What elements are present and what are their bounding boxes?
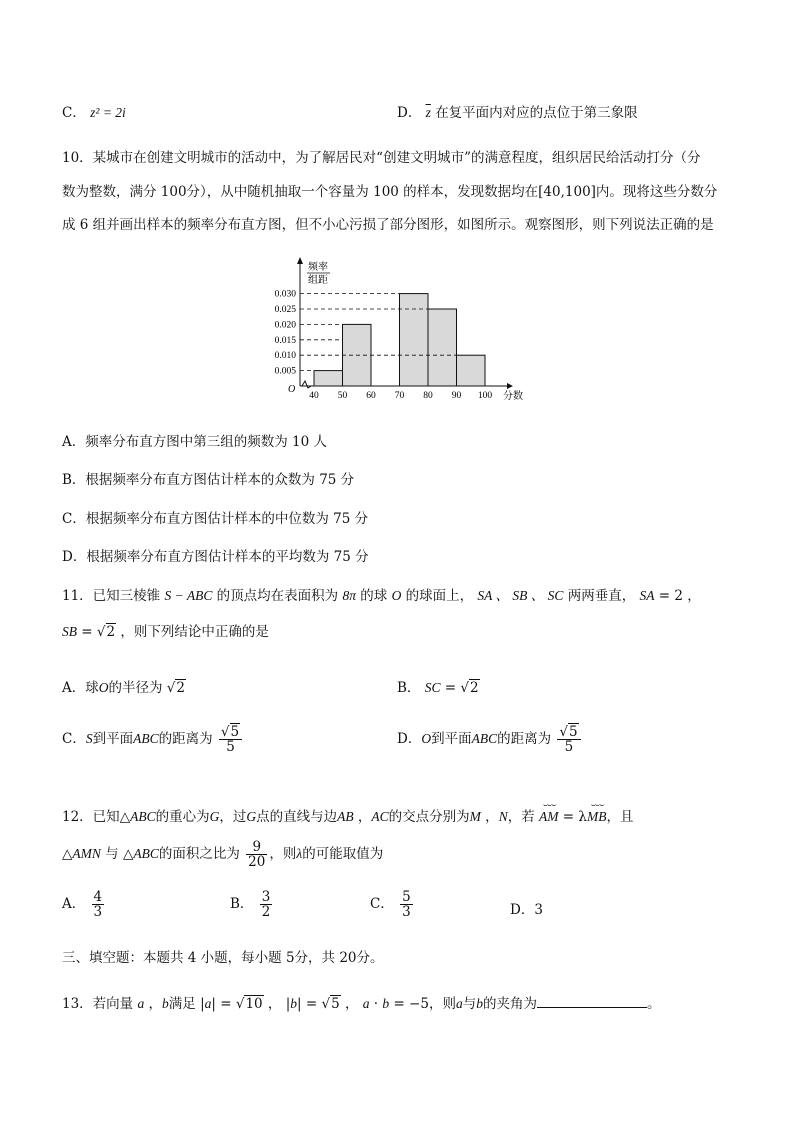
x-tick-label: 70 bbox=[394, 391, 405, 401]
q12-opt-a-den: 3 bbox=[93, 904, 103, 921]
q11-opt-b-rad: 2 bbox=[470, 680, 479, 696]
q13-dot: = −5 bbox=[393, 996, 429, 1012]
q11-line2-suffix: ，则下列结论中正确的是 bbox=[120, 624, 269, 640]
q10-option-b: B．根据频率分布直方图估计样本的众数为 75 分 bbox=[62, 472, 355, 488]
q12-option-c bbox=[370, 890, 415, 919]
q11-opt-c-den: 5 bbox=[226, 739, 235, 756]
q9-option-c bbox=[62, 101, 126, 121]
q10-line-2: 数为整数，满分 100分），从中随机抽取一个容量为 100 的样本，发现数据均在[40,100]内。现将这些分数分 bbox=[62, 184, 718, 200]
q12-opt-a-num: 4 bbox=[93, 889, 103, 905]
sqrt-symbol: √2 bbox=[166, 680, 185, 696]
origin-label: O bbox=[288, 384, 296, 395]
q11-sb-rad: 2 bbox=[106, 624, 116, 640]
q11-opt-d-frac: $\frac{√5}{5}$ bbox=[557, 725, 580, 754]
q12-prefix: 12．已知 bbox=[62, 809, 120, 825]
q11-option-c: C．S到平面ABC的距离为 $\frac{√5}{5}$ bbox=[62, 725, 244, 754]
q12-option-a bbox=[62, 890, 106, 919]
sqrt-symbol: √2 bbox=[96, 624, 116, 640]
q12-opt-c-frac bbox=[400, 890, 413, 919]
x-axis-arrow bbox=[507, 383, 513, 389]
q9-option-d bbox=[397, 101, 638, 121]
q9-option-d-label: D． bbox=[397, 105, 422, 121]
q11-line-1: 11．已知三棱锥 S − ABC 的顶点均在表面积为 8π 的球 O 的球面上， SA 、 SB 、 SC 两两垂直， SA = 2 ， bbox=[62, 588, 701, 604]
q12-opt-a-frac bbox=[92, 890, 105, 919]
q13-t1: 满足 bbox=[168, 996, 196, 1012]
q12-opt-c-num: 5 bbox=[402, 889, 411, 905]
q11-option-a: A．球O的半径为 √2 bbox=[62, 680, 185, 696]
q12-t1: 的重心为 bbox=[155, 809, 210, 825]
q13-with: ，则 bbox=[428, 996, 456, 1012]
y-label-numerator: 频率 bbox=[308, 262, 328, 273]
q12-t7: 的面积之比为 bbox=[158, 846, 240, 863]
q12-line-1: 12．已知△ABC的重心为G，过G点的直线与边AB ，AC的交点分别为M ，N，若 ⌣⌣⌣ AM = λ ⌣⌣⌣ MB，且 bbox=[62, 800, 634, 825]
q10-line-3: 成 6 组并画出样本的频率分布直方图，但不小心污损了部分图形，如图所示。观察图形，则下列说法正确的是 bbox=[62, 217, 714, 233]
q11-area: 8π bbox=[342, 588, 356, 603]
q11-sb: SB bbox=[62, 624, 77, 639]
q13-val10: 10 bbox=[245, 996, 263, 1012]
q11-opt-c-label: C． bbox=[62, 731, 86, 748]
q13-t2: 的夹角为 bbox=[482, 996, 537, 1012]
q13-val5: 5 bbox=[331, 996, 340, 1012]
vector-mb: ⌣⌣⌣ MB bbox=[586, 800, 607, 824]
q12-opt-a-label: A． bbox=[62, 896, 86, 913]
q12-t5: ，若 bbox=[507, 809, 535, 825]
q12-t2: ，过 bbox=[219, 809, 247, 825]
q12-t3: 点的直线与边 bbox=[256, 809, 338, 825]
y-tick-label: 0.025 bbox=[274, 305, 296, 315]
q11-opt-d-text2: 的距离为 bbox=[497, 731, 552, 748]
x-tick-label: 80 bbox=[423, 391, 433, 401]
q11-t4: 两两垂直， bbox=[567, 588, 636, 604]
q11-opt-a-label: A．球 bbox=[62, 680, 99, 696]
q12-ratio-num: 9 bbox=[246, 840, 267, 855]
q10-option-d: D．根据频率分布直方图估计样本的平均数为 75 分 bbox=[62, 549, 369, 565]
q11-opt-d-label: D． bbox=[397, 731, 422, 748]
q11-t1: 的顶点均在表面积为 bbox=[216, 588, 339, 604]
q11-line-2: SB = √2 ，则下列结论中正确的是 bbox=[62, 624, 269, 640]
x-tick-label: 50 bbox=[337, 391, 348, 401]
q12-opt-c-den: 3 bbox=[402, 904, 411, 921]
q11-option-d: D．O到平面ABC的距离为 $\frac{√5}{5}$ bbox=[397, 725, 583, 754]
q11-t3: 的球面上， bbox=[405, 588, 474, 604]
q12-opt-b-label: B． bbox=[230, 896, 254, 913]
x-tick-label: 100 bbox=[477, 391, 493, 401]
q11-sphere: O bbox=[391, 588, 402, 603]
q13-prefix: 13．若向量 bbox=[62, 996, 134, 1012]
q12-t4: 的交点分别为 bbox=[388, 809, 470, 825]
q11-sa: SA bbox=[639, 588, 655, 603]
y-tick-label: 0.010 bbox=[274, 351, 296, 362]
q9-option-d-text: 在复平面内对应的点位于第三象限 bbox=[435, 105, 638, 121]
q12-opt-c-label: C． bbox=[370, 896, 394, 913]
q11-pyramid: S − ABC bbox=[164, 588, 213, 603]
q11-edges: SA 、 SB 、 SC bbox=[477, 588, 564, 603]
q11-opt-d-den: 5 bbox=[564, 739, 574, 756]
y-tick-label: 0.030 bbox=[274, 289, 296, 300]
x-tick-label: 40 bbox=[309, 391, 319, 401]
q12-option-d: D．3 bbox=[510, 902, 543, 918]
answer-blank[interactable] bbox=[537, 995, 647, 1008]
sqrt-symbol: √5 bbox=[321, 996, 340, 1012]
q11-t2: 的球 bbox=[360, 588, 388, 604]
q9-option-c-label: C． bbox=[62, 105, 86, 121]
q12-t8: ，则 bbox=[269, 846, 297, 863]
y-tick-label: 0.020 bbox=[274, 320, 296, 331]
q12-ratio-frac bbox=[246, 840, 267, 869]
q13-end: 。 bbox=[646, 996, 661, 1012]
q11-prefix: 11．已知三棱锥 bbox=[62, 588, 161, 604]
q12-opt-b-den: 2 bbox=[261, 904, 271, 921]
q12-opt-b-frac bbox=[260, 890, 273, 919]
q12-ratio-den: 20 bbox=[248, 854, 266, 871]
y-tick-label: 0.005 bbox=[274, 366, 296, 377]
q11-opt-c-num: 5 bbox=[230, 724, 240, 740]
q10-option-c: C．根据频率分布直方图估计样本的中位数为 75 分 bbox=[62, 511, 369, 527]
q11-option-b: B． SC = √2 bbox=[397, 680, 479, 696]
y-tick-label: 0.015 bbox=[274, 335, 296, 346]
q12-line-2: △AMN 与 △ABC的面积之比为 $\frac{9}{20}$ ，则λ的可能取值为 bbox=[62, 839, 384, 871]
q12-t6: ，且 bbox=[606, 809, 634, 825]
q12-opt-b-num: 3 bbox=[261, 889, 271, 905]
section-3-title: 三、填空题：本题共 4 小题，每小题 5分，共 20分。 bbox=[62, 950, 384, 966]
q9-option-c-expr: z² = 2i bbox=[90, 105, 126, 120]
q11-opt-c-frac: $\frac{√5}{5}$ bbox=[219, 725, 242, 754]
q12-t9: 的可能取值为 bbox=[302, 846, 384, 863]
histogram-chart bbox=[255, 256, 535, 406]
axis-break bbox=[302, 381, 311, 388]
sqrt-symbol: √2 bbox=[460, 680, 479, 696]
q11-opt-a-rad: 2 bbox=[176, 680, 185, 696]
sqrt-symbol: √10 bbox=[235, 996, 263, 1012]
q11-opt-c-text2: 的距离为 bbox=[158, 731, 213, 748]
q11-opt-d-num: 5 bbox=[568, 724, 578, 740]
q12-option-b bbox=[230, 890, 274, 919]
vector-am: ⌣⌣⌣ AM bbox=[539, 800, 559, 824]
q11-opt-d-text: 到平面 bbox=[431, 731, 472, 748]
y-axis-arrow bbox=[297, 257, 303, 264]
q9-option-d-var: $\overline{z}$ bbox=[425, 105, 431, 120]
histogram-bar bbox=[428, 309, 457, 386]
histogram-bar bbox=[314, 371, 343, 386]
x-tick-label: 90 bbox=[451, 391, 462, 401]
x-axis-label: 分数 bbox=[503, 391, 523, 402]
histogram-bar bbox=[400, 294, 429, 386]
y-label-denominator: 组距 bbox=[308, 275, 328, 286]
q11-opt-c-text: 到平面 bbox=[92, 731, 134, 748]
q10-option-a: A．频率分布直方图中第三组的频数为 10 人 bbox=[62, 434, 328, 450]
q11-opt-b-label: B． bbox=[397, 680, 421, 696]
q11-opt-a-text: 的半径为 bbox=[108, 680, 163, 696]
histogram-bar bbox=[457, 355, 486, 386]
x-tick-label: 60 bbox=[366, 391, 376, 401]
q13-line: 13．若向量 a ，b满足 |a| = √10 ， |b| = √5 ， a · b = −5，则a与b的夹角为 。 bbox=[62, 996, 661, 1012]
q10-line-1: 10．某城市在创建文明城市的活动中，为了解居民对“创建文明城市”的满意程度，组织居民给活动打分（分 bbox=[62, 150, 701, 166]
